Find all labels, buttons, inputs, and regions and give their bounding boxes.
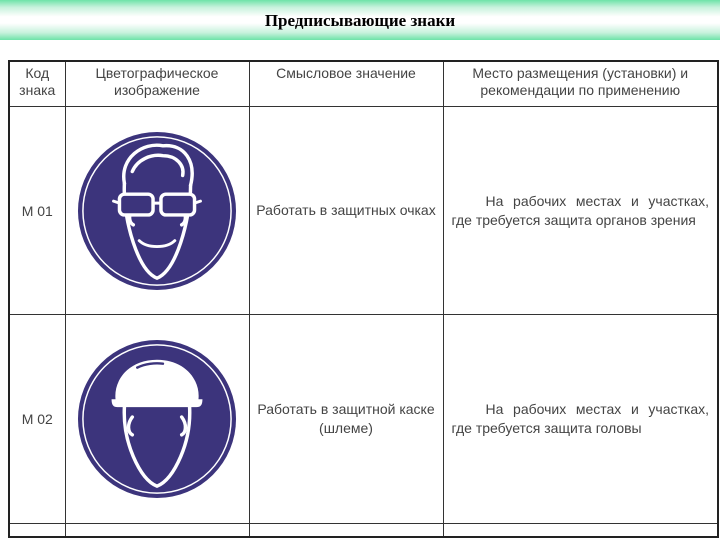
placement-text: На рабочих местах и участках, где требуется защита органов зрения (451, 192, 709, 228)
sign-code: М 02 (9, 315, 65, 523)
slide-title: Предписывающие знаки (264, 11, 456, 30)
sign-image-cell (65, 107, 249, 315)
safety-helmet-sign-icon (76, 338, 238, 500)
sign-meaning: Работать в защитной каске (шлеме) (249, 315, 443, 523)
header-code: Код знака (9, 61, 65, 107)
placement-text: На рабочих местах и участках, где требуется защита головы (451, 400, 709, 436)
sign-placement (443, 315, 718, 523)
safety-goggles-sign-icon (76, 130, 238, 292)
table-row (9, 107, 718, 315)
signs-table (8, 60, 719, 538)
table-row (9, 315, 718, 523)
header-image: Цветографическое изображение (65, 61, 249, 107)
sign-code: М 01 (9, 107, 65, 315)
table-row-partial (9, 523, 718, 537)
sign-placement (443, 107, 718, 315)
header-placement: Место размещения (установки) и рекомендации по применению (443, 61, 718, 107)
sign-meaning: Работать в защитных очках (249, 107, 443, 315)
sign-image-cell (65, 315, 249, 523)
table-header-row (9, 61, 718, 107)
header-meaning: Смысловое значение (249, 61, 443, 107)
title-bar (0, 0, 720, 40)
